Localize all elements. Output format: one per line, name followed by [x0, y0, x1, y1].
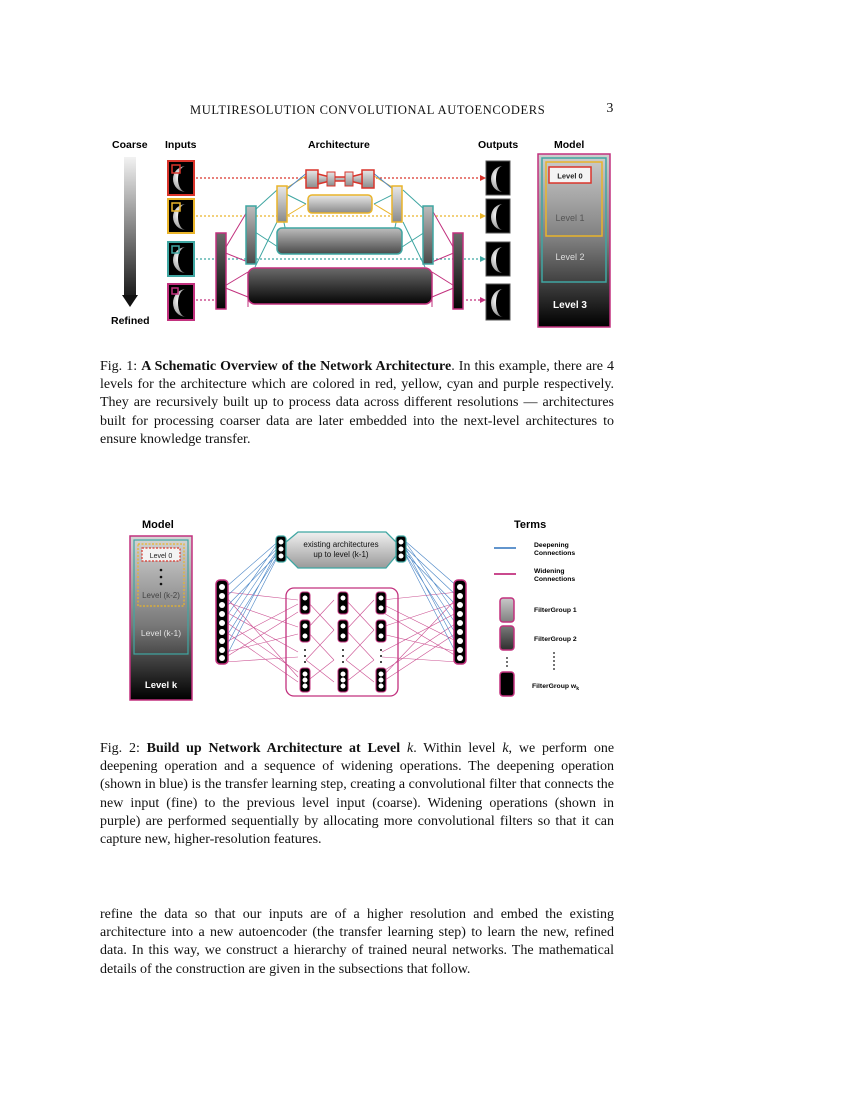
running-title: MULTIRESOLUTION CONVOLUTIONAL AUTOENCODERS — [190, 103, 546, 117]
fig2-level-0: Level 0 — [149, 553, 173, 560]
page-number: 3 — [606, 101, 614, 116]
fig2-caption-prefix: Fig. 2: — [100, 741, 140, 756]
figure-2-caption — [100, 740, 614, 849]
fig1-caption-body: . In this example, there are 4 levels for the architecture which are colored in red, yellow, cyan and purple respectively. They are recursively built up to process data across different resolutions — architectures built for processing coarser data are later embedded into the next-level architectures to ensure knowledge transfer. — [100, 359, 615, 447]
running-header — [100, 101, 614, 121]
model-levels-fig1 — [538, 154, 610, 327]
output-thumbnail-2 — [486, 242, 510, 276]
fig2-level-k-1: Level (k-1) — [140, 628, 182, 638]
figure-1 — [100, 132, 620, 332]
fig2-level-k: Level k — [144, 680, 178, 691]
term-filtergroup-wk: FilterGroup $w_k$ — [532, 683, 579, 692]
existing-arch-line2: up to level (k-1) — [313, 550, 369, 559]
term-filtergroup-1: FilterGroup 1 — [534, 607, 577, 614]
input-thumbnail-3 — [168, 284, 194, 320]
existing-arch-line1: existing architectures — [303, 540, 379, 549]
figure-2 — [120, 512, 600, 704]
label-refined: Refined — [111, 315, 150, 327]
fig2-terms-title: Terms — [514, 519, 547, 531]
output-thumbnail-1 — [486, 199, 510, 233]
network-architecture — [216, 170, 463, 309]
existing-architecture-box — [276, 532, 406, 568]
output-thumbnail-3 — [486, 284, 510, 320]
gradient-arrowhead — [122, 295, 138, 307]
input-node-column — [216, 580, 228, 664]
fig2-caption-k2: k — [502, 741, 509, 756]
label-model: Model — [554, 139, 585, 151]
output-node-column — [454, 580, 466, 664]
term-deepening-1: Deepening — [534, 542, 569, 549]
fig1-caption-title: A Schematic Overview of the Network Architecture — [141, 359, 452, 374]
input-thumbnail-0 — [168, 161, 194, 195]
term-filtergroup-2: FilterGroup 2 — [534, 636, 577, 643]
input-thumbnail-2 — [168, 242, 194, 276]
input-thumbnail-1 — [168, 199, 194, 233]
fig2-level-k-2: Level (k-2) — [142, 591, 180, 600]
label-inputs: Inputs — [165, 139, 197, 151]
term-widening-1: Widening — [534, 568, 565, 575]
body-paragraph: refine the data so that our inputs are of a higher resolution and embed the existing architecture into a new autoencoder (the transfer learning step) to learn the new, refined data. In this way, we construct a hierarchy of trained neural networks. The mathematical details of the construction are given in the subsections that follow. — [100, 907, 614, 977]
widening-filter-grid — [286, 588, 398, 696]
label-architecture: Architecture — [308, 139, 370, 151]
fig2-caption-k: k — [406, 741, 414, 756]
terms-legend — [494, 542, 579, 696]
term-widening-2: Connections — [534, 576, 576, 583]
model-level-1: Level 1 — [555, 213, 585, 223]
fig2-caption-title: Build up Network Architecture at Level — [146, 741, 401, 756]
coarse-refined-gradient — [124, 157, 136, 297]
model-level-3: Level 3 — [553, 300, 587, 311]
model-level-2: Level 2 — [555, 252, 585, 262]
filtergroup-wk-swatch — [500, 672, 514, 696]
filtergroup-1-swatch — [500, 598, 514, 622]
fig2-caption-body-1: . Within level — [413, 741, 503, 756]
model-levels-fig2 — [130, 536, 192, 700]
fig2-model-title: Model — [142, 519, 174, 531]
label-coarse: Coarse — [112, 139, 148, 151]
filtergroup-2-swatch — [500, 626, 514, 650]
label-outputs: Outputs — [478, 139, 519, 151]
fig1-caption-prefix: Fig. 1: — [100, 359, 138, 374]
term-deepening-2: Connections — [534, 550, 576, 557]
figure-1-caption — [100, 358, 614, 449]
output-thumbnail-0 — [486, 161, 510, 195]
fig2-caption-body-2: , we perform one deepening operation and a sequence of widening operations. The deepening operation (shown in blue) is the transfer learning step, creating a convolutional filter that connects the new input (fine) to the previous level input (coarse). Widening operations (shown in purple) are performed sequentially by allocating more convolutional filters so that it can capture new, higher-resolution features. — [100, 741, 615, 848]
model-level-0: Level 0 — [557, 171, 583, 181]
